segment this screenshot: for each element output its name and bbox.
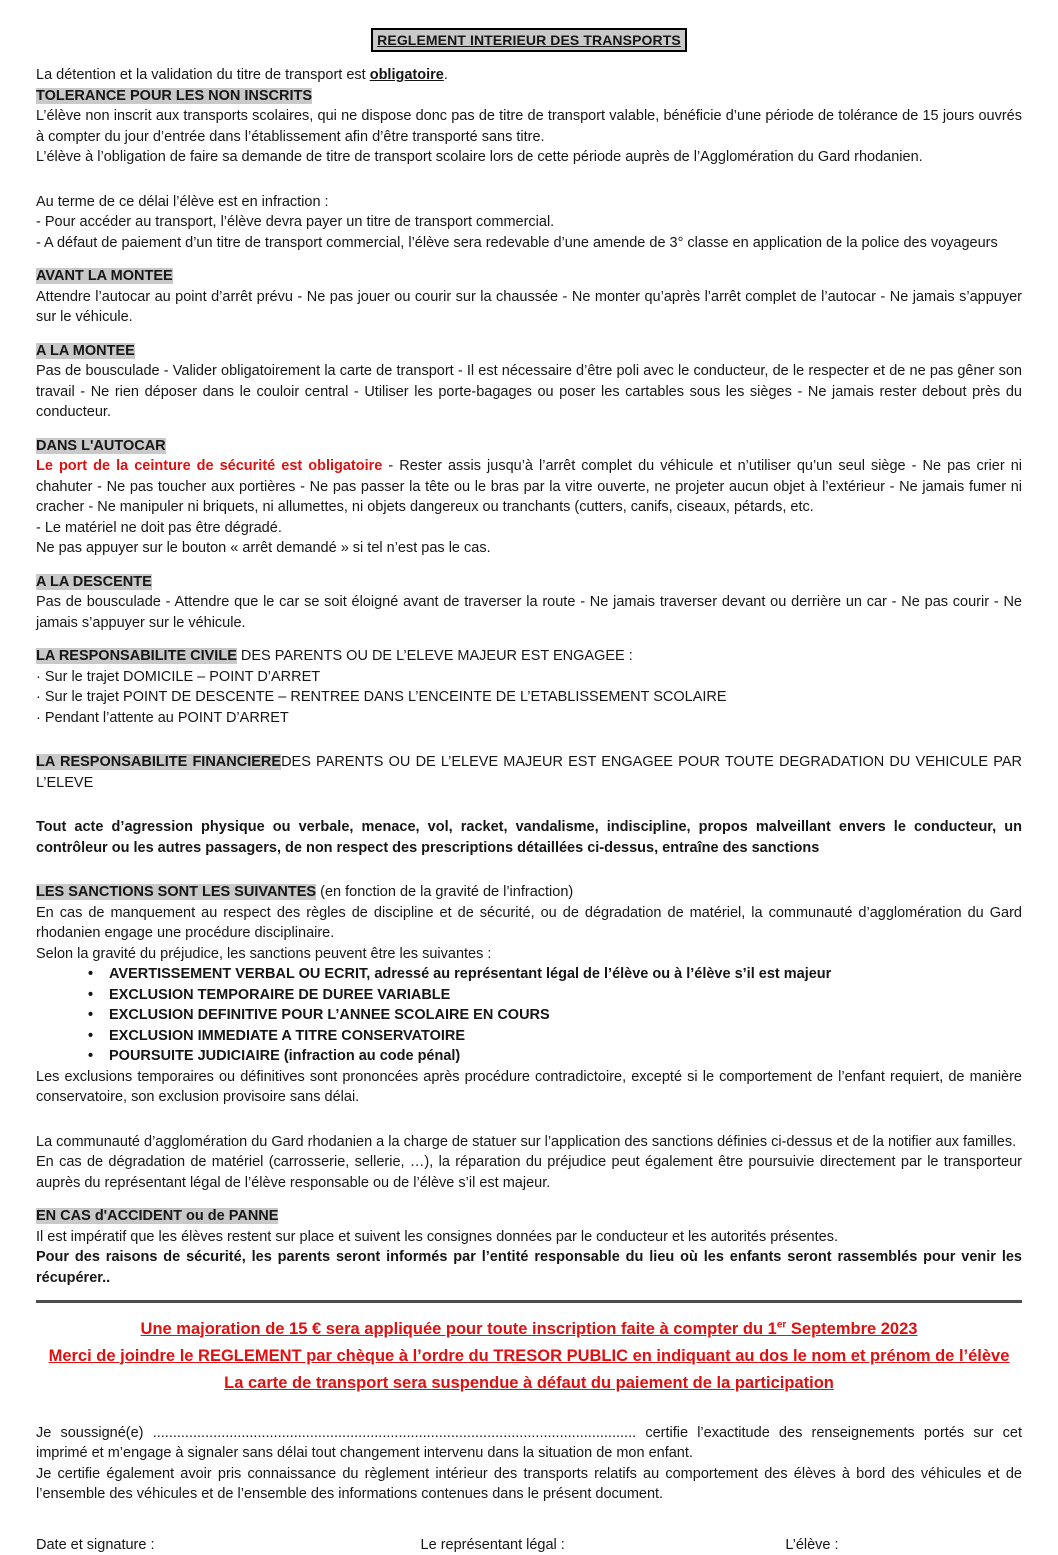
date-signature-label: Date et signature : [36,1535,421,1555]
heading-avant-la-montee: AVANT LA MONTEE [36,268,173,284]
responsabilite-civile-rest: DES PARENTS OU DE L’ELEVE MAJEUR EST ENGAGEE : [237,648,633,664]
paragraph-titre-commercial: - Pour accéder au transport, l’élève devra payer un titre de transport commercial. [36,212,1022,233]
sanction-item-avertissement [36,964,1022,985]
paragraph-tolerance-1: L’élève non inscrit aux transports scolaires, qui ne dispose donc pas de titre de transport valable, bénéficie d’une période de tolérance de 15 jours ouvrés à compter du jour d’entrée dans l’établissement afin d’être transporté sans titre. [36,106,1022,147]
intro-obligatoire-emphasis: obligatoire [370,67,444,83]
paragraph-selon-gravite: Selon la gravité du préjudice, les sanctions peuvent être les suivantes : [36,944,1022,965]
section-a-la-descente [36,572,1022,634]
paragraph-manquement: En cas de manquement au respect des règles de discipline et de sécurité, ou de dégradation de matériel, la communauté d’agglomération du Gard rhodanien engage une procédure disciplinaire. [36,903,1022,944]
bullet-icon [76,985,109,1006]
paragraph-avant-la-montee: Attendre l’autocar au point d’arrêt prévu - Ne pas jouer ou courir sur la chaussée - Ne monter qu’après l’arrêt complet de l’autocar - Ne jamais s’appuyer sur le véhicule. [36,287,1022,328]
section-avant-la-montee [36,266,1022,328]
bullet-icon [76,1046,109,1067]
responsabilite-financiere-rest: DES PARENTS OU DE L’ELEVE MAJEUR EST ENGAGEE POUR TOUTE DEGRADATION DU VEHICULE PAR L’ELEVE [36,754,1022,791]
sanction-text: AVERTISSEMENT VERBAL OU ECRIT, adressé au représentant légal de l’élève ou à l’élève s’il est majeur [109,964,1022,985]
section-dans-l-autocar [36,436,1022,559]
section-statuer [36,1132,1022,1194]
bullet-icon [76,964,109,985]
heading-tolerance: TOLERANCE POUR LES NON INSCRITS [36,88,312,104]
section-sanctions [36,882,1022,1108]
sanction-item-poursuite [36,1046,1022,1067]
heading-line-responsabilite-civile [36,646,1022,667]
paragraph-consignes: Il est impératif que les élèves restent sur place et suivent les consignes données par le conducteur et les autorités présentes. [36,1227,1022,1248]
representant-legal-label: Le représentant légal : [421,1535,786,1555]
paragraph-amende: - A défaut de paiement d’un titre de transport commercial, l’élève sera redevable d’une amende de 3° classe en application de la police des voyageurs [36,233,1022,254]
heading-a-la-descente: A LA DESCENTE [36,574,152,590]
paragraph-ceinture [36,456,1022,518]
soussigne-suffix: certifie l’exactitude des renseignements portés sur cet imprimé et m’engage à signaler sans délai tout changement intervenu dans la situation de mon enfant. [36,1425,1022,1462]
heading-dans-l-autocar: DANS L'AUTOCAR [36,438,166,454]
heading-accident-panne: EN CAS d'ACCIDENT ou de PANNE [36,1208,278,1224]
section-agression [36,817,1022,858]
notice-line-majoration [36,1311,1022,1343]
heading-line-responsabilite-financiere [36,752,1022,793]
heading-row [36,266,1022,287]
heading-responsabilite-financiere: LA RESPONSABILITE FINANCIERE [36,754,281,770]
section-a-la-montee [36,341,1022,423]
notice-underline: Merci de joindre le REGLEMENT par chèque à l’ordre du TRESOR PUBLIC en indiquant au dos le nom et prénom de l’élève [49,1347,1010,1365]
document-title: REGLEMENT INTERIEUR DES TRANSPORTS [371,28,687,52]
soussigne-prefix: Je soussigné(e) [36,1425,153,1441]
notice-line-carte-suspendue [36,1370,1022,1397]
heading-line-sanctions [36,882,1022,903]
bullet-icon [76,1026,109,1047]
paragraph-materiel: - Le matériel ne doit pas être dégradé. [36,518,1022,539]
sanction-item-exclusion-definitive [36,1005,1022,1026]
sanctions-heading-rest: (en fonction de la gravité de l’infraction) [316,884,573,900]
sanction-text: EXCLUSION DEFINITIVE POUR L’ANNEE SCOLAIRE EN COURS [109,1005,1022,1026]
paragraph-exclusions-prononcees: Les exclusions temporaires ou définitives sont prononcées après procédure contradictoire, excepté si le comportement de l’enfant requiert, de manière conservatoire, son exclusion provisoire sans délai. [36,1067,1022,1108]
section-responsabilite-civile [36,646,1022,728]
soussigne-dotted-line: ........................................................................................................................ [153,1425,636,1441]
heading-responsabilite-civile: LA RESPONSABILITE CIVILE [36,648,237,664]
section-responsabilite-financiere [36,752,1022,793]
notice-underline [141,1320,918,1338]
sanction-text: EXCLUSION IMMEDIATE A TITRE CONSERVATOIRE [109,1026,1022,1047]
paragraph-a-la-montee: Pas de bousculade - Valider obligatoirement la carte de transport - Il est nécessaire d’être poli avec le conducteur, de le respecter et de ne pas gêner son travail - Ne rien déposer dans le couloir central - Utiliser les porte-bagages ou poser les cartables sous les sièges - Ne jamais rester debout près du conducteur. [36,361,1022,423]
paragraph-a-la-descente: Pas de bousculade - Attendre que le car se soit éloigné avant de traverser la route - Ne jamais traverser devant ou derrière un car - Ne pas courir - Ne jamais s’appuyer sur le véhicule. [36,592,1022,633]
paragraph-raisons-securite-bold: Pour des raisons de sécurité, les parents seront informés par l’entité responsable du lieu où les enfants seront rassemblés pour venir les récupérer.. [36,1247,1022,1288]
eleve-label: L’élève : [785,1535,1022,1555]
heading-row [36,436,1022,457]
paragraph-degradation-reparation: En cas de dégradation de matériel (carrosserie, sellerie, …), la réparation du préjudice peut également être poursuivie directement par le transporteur auprès du représentant légal de l’élève responsable ou de l’élève s’il est majeur. [36,1152,1022,1193]
paragraph-bouton-arret: Ne pas appuyer sur le bouton « arrêt demandé » si tel n’est pas le cas. [36,538,1022,559]
heading-row [36,1206,1022,1227]
ceinture-rest: - Rester assis jusqu’à l’arrêt complet du véhicule et n’utiliser qu’un seul siège - Ne pas crier ni chahuter - Ne pas toucher aux portières - Ne pas passer la tête ou le bras par la vitre ouverte, ne projeter aucun objet à l’extérieur - Ne jamais fumer ni cracher - Ne manipuler ni briquets, ni allumettes, ni objets dangereux ou tranchants (cutters, canifs, ciseaux, pétards, etc. [36,458,1022,515]
notice-line-reglement-cheque [36,1343,1022,1370]
list-item-trajet-descente: · Sur le trajet POINT DE DESCENTE – RENTREE DANS L’ENCEINTE DE L’ETABLISSEMENT SCOLAIRE [36,687,1022,708]
notice-underline: La carte de transport sera suspendue à défaut du paiement de la participation [224,1374,834,1392]
bullet-icon [76,1005,109,1026]
notice-majoration-suffix: Septembre 2023 [786,1320,917,1338]
sanction-text: POURSUITE JUDICIAIRE (infraction au code pénal) [109,1046,1022,1067]
sanction-text: EXCLUSION TEMPORAIRE DE DUREE VARIABLE [109,985,1022,1006]
signature-labels-row [36,1535,1022,1555]
list-item-trajet-domicile: · Sur le trajet DOMICILE – POINT D’ARRET [36,667,1022,688]
heading-row [36,341,1022,362]
notice-majoration-prefix: Une majoration de 15 € sera appliquée pour toute inscription faite à compter du 1 [141,1320,777,1338]
sanction-item-exclusion-immediate [36,1026,1022,1047]
sanction-item-exclusion-temporaire [36,985,1022,1006]
separator-line [36,1300,1022,1303]
title-row [36,28,1022,52]
notice-superscript-er: er [777,1319,786,1330]
section-infraction [36,192,1022,254]
paragraph-communaute-statuer: La communauté d’agglomération du Gard rhodanien a la charge de statuer sur l’application des sanctions définies ci-dessus et de la notifier aux familles. [36,1132,1022,1153]
notice-block [36,1311,1022,1397]
heading-row [36,86,1022,107]
section-accident-panne [36,1206,1022,1288]
section-tolerance-non-inscrits [36,86,1022,168]
heading-row [36,572,1022,593]
paragraph-agression-bold: Tout acte d’agression physique ou verbale, menace, vol, racket, vandalisme, indiscipline, propos malveillant envers le conducteur, un contrôleur ou les autres passagers, de non respect des prescriptions détaillées ci-dessus, entraîne des sanctions [36,817,1022,858]
paragraph-tolerance-2: L’élève à l’obligation de faire sa demande de titre de transport scolaire lors de cette période auprès de l’Agglomération du Gard rhodanien. [36,147,1022,168]
intro-period: . [444,67,448,83]
list-item-attente: · Pendant l’attente au POINT D’ARRET [36,708,1022,729]
signature-section [36,1423,1022,1555]
paragraph-delai: Au terme de ce délai l’élève est en infraction : [36,192,1022,213]
heading-a-la-montee: A LA MONTEE [36,343,135,359]
intro-paragraph [36,65,1022,86]
ceinture-red-emphasis: Le port de la ceinture de sécurité est obligatoire [36,458,382,474]
paragraph-je-certifie: Je certifie également avoir pris connaissance du règlement intérieur des transports relatifs au comportement des élèves à bord des véhicules et de l’ensemble des véhicules et de l’ensemble des informations contenues dans le présent document. [36,1464,1022,1505]
paragraph-je-soussigne [36,1423,1022,1464]
intro-text: La détention et la validation du titre de transport est [36,67,370,83]
heading-sanctions: LES SANCTIONS SONT LES SUIVANTES [36,884,316,900]
